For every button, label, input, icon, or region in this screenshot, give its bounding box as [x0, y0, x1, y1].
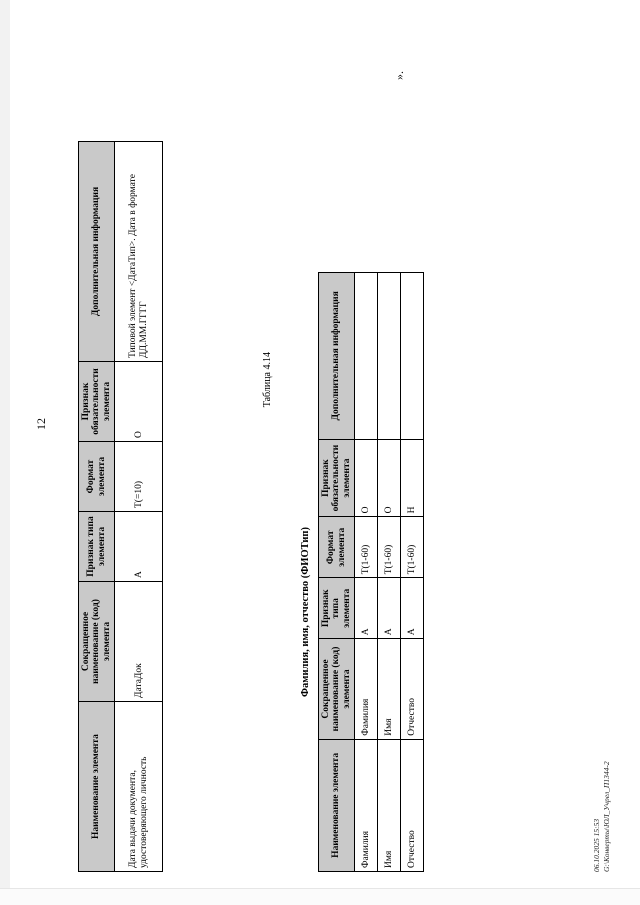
page-number: 12	[34, 418, 48, 430]
cell-info: Типовой элемент <ДатаТип>. Дата в формате ДД.ММ.ГГГГ	[115, 142, 163, 362]
table-1-col-info: Дополнительная информация	[79, 142, 115, 362]
table-2-col-required: Признак обязательности элемента	[319, 439, 355, 517]
table-1	[78, 141, 163, 872]
cell-code: Отчество	[401, 639, 424, 739]
cell-required: О	[355, 439, 378, 517]
table-row	[115, 142, 163, 872]
table-2-col-type: Признак типа элемента	[319, 578, 355, 639]
cell-type: А	[115, 512, 163, 582]
footer-timestamp: 06.10.2025 15:53	[592, 818, 601, 872]
table-2-col-format: Формат элемента	[319, 517, 355, 578]
table-2-container	[318, 272, 424, 872]
cell-format: T(1-60)	[401, 517, 424, 578]
cell-name: Имя	[378, 739, 401, 871]
cell-required: О	[115, 362, 163, 442]
cell-format: T(1-60)	[378, 517, 401, 578]
closing-quote-container	[392, 40, 407, 80]
table-1-col-required: Признак обязательности элемента	[79, 362, 115, 442]
table-1-caption-container	[262, 272, 273, 872]
cell-name: Дата выдачи документа, удостоверяющего личность	[115, 702, 163, 872]
table-1-col-code: Сокращенное наименование (код) элемента	[79, 582, 115, 702]
cell-name: Фамилия	[355, 739, 378, 871]
table-2-col-name: Наименование элемента	[319, 739, 355, 871]
cell-code: ДатаДок	[115, 582, 163, 702]
cell-format: T(=10)	[115, 442, 163, 512]
cell-format: T(1-60)	[355, 517, 378, 578]
cell-info	[355, 273, 378, 440]
table-row	[378, 273, 401, 872]
table-1-container	[78, 32, 163, 872]
footer-filepath: G:\Конверты\ЮЛ_Учрел_П1344-2	[602, 761, 612, 872]
cell-code: Имя	[378, 639, 401, 739]
table-2-col-info: Дополнительная информация	[319, 273, 355, 440]
closing-quote: ».	[392, 71, 406, 80]
cell-type: А	[355, 578, 378, 639]
cell-required: О	[378, 439, 401, 517]
table-1-col-name: Наименование элемента	[79, 702, 115, 872]
cell-info	[401, 273, 424, 440]
cell-type: А	[378, 578, 401, 639]
table-row	[401, 273, 424, 872]
table-1-header-row	[79, 142, 115, 872]
table-row	[355, 273, 378, 872]
cell-type: А	[401, 578, 424, 639]
scan-edge-bottom	[0, 888, 640, 905]
footer-container	[592, 552, 612, 872]
scan-edge-left	[0, 0, 10, 905]
cell-code: Фамилия	[355, 639, 378, 739]
cell-name: Отчество	[401, 739, 424, 871]
table-2-header-row	[319, 273, 355, 872]
table-1-caption: Таблица 4.14	[262, 352, 273, 408]
table-2	[318, 272, 424, 872]
table-2-title-container	[300, 272, 311, 872]
cell-info	[378, 273, 401, 440]
table-1-col-format: Формат элемента	[79, 442, 115, 512]
table-2-title: Фамилия, имя, отчество (ФИОТип)	[300, 527, 311, 697]
table-1-col-type: Признак типа элемента	[79, 512, 115, 582]
table-2-col-code: Сокращенное наименование (код) элемента	[319, 639, 355, 739]
cell-required: Н	[401, 439, 424, 517]
